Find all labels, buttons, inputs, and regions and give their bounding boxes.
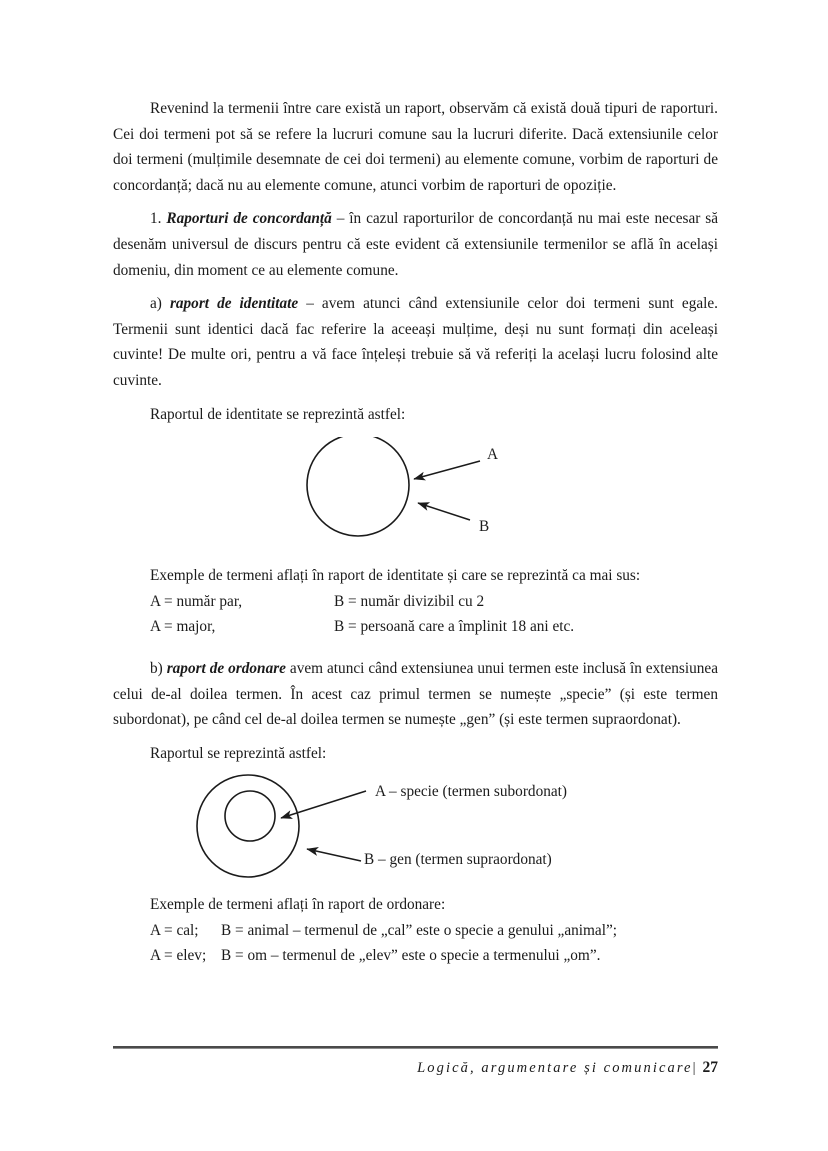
- spacer: [113, 394, 718, 402]
- item-b-text: avem atunci când extensiunea unui termen este inclusă în extensiunea celui de-al doilea termen. În acest caz primul termen se numește „specie” (și este termen subordonat), pe când cel de-al doilea termen se numește „gen” (și este termen supraordonat).: [113, 659, 719, 729]
- example-left: A = număr par,: [150, 592, 243, 610]
- example-row: [113, 614, 718, 640]
- example-left: A = cal;: [150, 921, 199, 939]
- spacer: [113, 427, 718, 437]
- paragraph-intro: Revenind la termenii între care există un raport, observăm că există două tipuri de raporturi. Cei doi termeni pot să se refere la lucruri comune sau la lucruri diferite. Dacă extensiunile celor doi termeni (mulțimile desemnate de cei doi termeni) au elemente comune, vorbim de raporturi de concordanță; dacă nu au elemente comune, atunci vorbim de raporturi de opoziție.: [113, 100, 718, 194]
- spacer: [113, 884, 718, 892]
- examples-identity-list: [113, 589, 718, 640]
- section-1-number: 1.: [150, 210, 167, 228]
- example-left: A = elev;: [150, 947, 207, 965]
- paragraph-section-1: [113, 206, 718, 283]
- example-row: [113, 589, 718, 615]
- figure-1-svg: [113, 437, 718, 549]
- page-content: [113, 96, 718, 969]
- example-row: [113, 943, 718, 969]
- spacer: [113, 733, 718, 741]
- figure-1-label-b: B: [479, 518, 490, 536]
- footer-separator: |: [692, 1060, 696, 1076]
- item-b-marker: b): [150, 659, 167, 677]
- spacer: [113, 283, 718, 291]
- figure-raport-de-ordonare: [113, 774, 718, 884]
- figure-1-caption: Raportul de identitate se reprezintă astfel:: [150, 405, 406, 423]
- spacer: [113, 549, 718, 563]
- arrow-to-gen: [307, 849, 361, 861]
- identity-circle: [307, 437, 409, 536]
- item-a-term: raport de identitate: [169, 295, 299, 313]
- item-a-text: – avem atunci când extensiunile celor doi termeni sunt egale. Termenii sunt identici dacă fac referire la aceeași mulțime, deși nu sunt formați din aceleași cuvinte! De multe ori, pentru a vă face înțeleși trebuie să vă referiți la același lucru folosind alte cuvinte.: [113, 295, 718, 389]
- footer-content: [113, 1059, 718, 1077]
- figure-1-label-a: A: [487, 446, 499, 464]
- section-1-text: – în cazul raporturilor de concordanță nu mai este necesar să desenăm universul de discurs pentru că este evident că extensiunile termenilor se află în același domeniu, din moment ce au elemente comune.: [113, 210, 719, 279]
- paragraph-item-b: [113, 656, 718, 733]
- figure-raport-de-identitate: [113, 437, 718, 549]
- spacer: [113, 766, 718, 774]
- spacer: [113, 198, 718, 206]
- page-footer: [113, 1046, 718, 1077]
- section-1-term: Raporturi de concordanță: [166, 210, 332, 228]
- figure-2-svg: [113, 774, 718, 884]
- page-number: 27: [702, 1059, 718, 1076]
- ordering-inner-circle: [225, 791, 275, 841]
- figure-2-caption: Raportul se reprezintă astfel:: [150, 744, 327, 762]
- example-right: B = persoană care a împlinit 18 ani etc.: [334, 618, 575, 636]
- examples-identity-intro: Exemple de termeni aflați în raport de identitate și care se reprezintă ca mai sus:: [150, 567, 641, 585]
- examples-ordering-intro: Exemple de termeni aflați în raport de ordonare:: [150, 896, 446, 914]
- example-row: [113, 918, 718, 944]
- spacer: [113, 640, 718, 656]
- example-right: B = animal – termenul de „cal” este o specie a genului „animal”;: [221, 921, 617, 939]
- footer-divider: [113, 1046, 718, 1049]
- arrow-to-b: [418, 503, 470, 520]
- item-b-term: raport de ordonare: [166, 659, 286, 677]
- item-a-marker: a): [150, 295, 170, 313]
- example-right: B = om – termenul de „elev” este o specie a termenului „om”.: [221, 947, 601, 965]
- footer-book-title: Logică, argumentare și comunicare: [417, 1060, 693, 1076]
- example-left: A = major,: [150, 618, 216, 636]
- arrow-to-a: [414, 461, 480, 479]
- figure-2-label-b: B – gen (termen supraordonat): [364, 851, 552, 869]
- examples-ordering-list: [113, 918, 718, 969]
- example-right: B = număr divizibil cu 2: [334, 592, 485, 610]
- figure-2-label-a: A – specie (termen subordonat): [375, 783, 568, 801]
- paragraph-item-a: [113, 291, 718, 393]
